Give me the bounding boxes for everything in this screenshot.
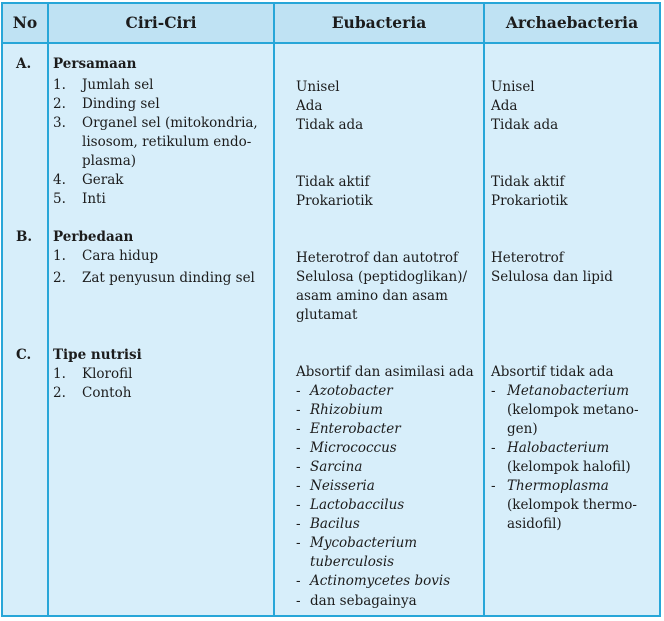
example-species: Bacilus: [310, 516, 360, 532]
example-species: Lactobaccilus: [310, 497, 405, 513]
archaebacteria-value: Unisel: [491, 79, 535, 95]
list-dash: -: [296, 402, 301, 418]
example-species: Sarcina: [310, 459, 363, 475]
archaebacteria-value: Ada: [491, 98, 518, 114]
header-no: No: [12, 13, 38, 32]
item-label: Contoh: [82, 385, 132, 401]
example-species: Halobacterium: [507, 440, 610, 456]
list-dash: -: [491, 440, 496, 456]
archaebacteria-value: Absortif tidak ada: [491, 364, 614, 380]
eubacteria-value: Tidak ada: [296, 117, 364, 133]
list-dash: -: [491, 383, 496, 399]
eubacteria-value: glutamat: [296, 307, 358, 323]
section-title: Tipe nutrisi: [53, 347, 142, 363]
eubacteria-value: asam amino dan asam: [296, 288, 448, 304]
item-number: 5.: [53, 191, 66, 207]
eubacteria-value: Heterotrof dan autotrof: [296, 250, 459, 266]
item-number: 2.: [53, 96, 66, 112]
eubacteria-value: Unisel: [296, 79, 340, 95]
section-letter: C.: [16, 347, 32, 363]
list-dash: -: [296, 459, 301, 475]
item-label: plasma): [82, 153, 137, 169]
item-label: Dinding sel: [82, 96, 160, 112]
eubacteria-value: Prokariotik: [296, 193, 373, 209]
header-ciri-ciri: Ciri-Ciri: [125, 13, 197, 32]
section-letter: A.: [16, 56, 32, 72]
list-dash: -: [296, 593, 301, 609]
archaebacteria-value: Tidak ada: [491, 117, 559, 133]
example-species: Neisseria: [310, 478, 375, 494]
column-divider: [483, 4, 485, 615]
section-title: Perbedaan: [53, 229, 134, 245]
item-number: 2.: [53, 385, 66, 401]
example-species: Enterobacter: [310, 421, 401, 437]
list-dash: -: [296, 478, 301, 494]
item-label: Zat penyusun dinding sel: [82, 270, 255, 286]
header-eubacteria: Eubacteria: [331, 13, 427, 32]
list-dash: -: [296, 497, 301, 513]
item-label: Klorofil: [82, 366, 133, 382]
archaebacteria-value: Selulosa dan lipid: [491, 269, 613, 285]
example-species: Micrococcus: [310, 440, 397, 456]
list-dash: -: [491, 478, 496, 494]
example-species: dan sebagainya: [310, 593, 417, 609]
column-divider: [47, 4, 49, 615]
item-label: lisosom, retikulum endo-: [82, 134, 252, 150]
item-number: 1.: [53, 77, 66, 93]
item-number: 4.: [53, 172, 66, 188]
list-dash: -: [296, 516, 301, 532]
example-group: asidofil): [507, 516, 562, 532]
item-label: Jumlah sel: [82, 77, 154, 93]
example-species: Mycobacterium: [310, 535, 418, 551]
item-number: 1.: [53, 366, 66, 382]
column-divider: [273, 4, 275, 615]
example-group: (kelompok thermo-: [507, 497, 637, 513]
item-label: Cara hidup: [82, 248, 159, 264]
item-label: Organel sel (mitokondria,: [82, 115, 258, 131]
archaebacteria-value: Prokariotik: [491, 193, 568, 209]
comparison-table: [1, 2, 661, 617]
list-dash: -: [296, 573, 301, 589]
item-number: 1.: [53, 248, 66, 264]
example-species: Metanobacterium: [507, 383, 630, 399]
example-species: tuberculosis: [310, 554, 395, 570]
section-letter: B.: [16, 229, 33, 245]
eubacteria-value: Ada: [296, 98, 323, 114]
header-archaebacteria: Archaebacteria: [505, 13, 639, 32]
item-number: 3.: [53, 115, 66, 131]
example-group: gen): [507, 421, 538, 437]
item-label: Gerak: [82, 172, 124, 188]
list-dash: -: [296, 535, 301, 551]
example-species: Rhizobium: [310, 402, 383, 418]
list-dash: -: [296, 383, 301, 399]
example-species: Actinomycetes bovis: [310, 573, 451, 589]
table-header: [3, 4, 659, 44]
eubacteria-value: Absortif dan asimilasi ada: [296, 364, 474, 380]
eubacteria-value: Selulosa (peptidoglikan)/: [296, 269, 468, 285]
example-species: Thermoplasma: [507, 478, 609, 494]
item-label: Inti: [82, 191, 106, 207]
list-dash: -: [296, 440, 301, 456]
example-group: (kelompok metano-: [507, 402, 639, 418]
example-species: Azotobacter: [310, 383, 393, 399]
section-title: Persamaan: [53, 56, 137, 72]
example-group: (kelompok halofil): [507, 459, 631, 475]
archaebacteria-value: Heterotrof: [491, 250, 564, 266]
item-number: 2.: [53, 270, 66, 286]
list-dash: -: [296, 421, 301, 437]
archaebacteria-value: Tidak aktif: [491, 174, 565, 190]
eubacteria-value: Tidak aktif: [296, 174, 370, 190]
